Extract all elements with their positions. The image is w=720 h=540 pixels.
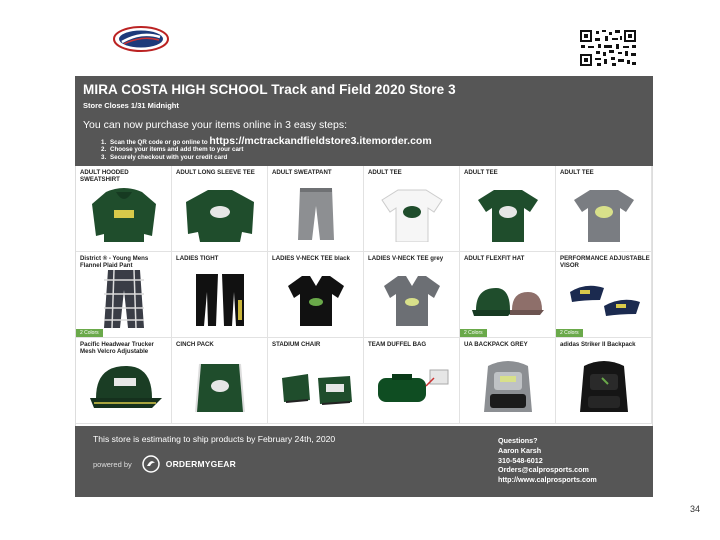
contact-name: Aaron Karsh xyxy=(498,445,542,455)
calpro-logo xyxy=(112,25,170,53)
product-cell[interactable] xyxy=(556,166,652,252)
product-cell[interactable] xyxy=(364,338,460,424)
stadium-chair-icon xyxy=(278,356,354,414)
duffel-bag-icon xyxy=(374,356,450,414)
product-label: ADULT LONG SLEEVE TEE xyxy=(176,169,255,176)
instructions-intro-text: You can now purchase your items online in 3 easy steps: xyxy=(83,119,348,131)
product-label: UA BACKPACK GREY xyxy=(464,341,528,348)
product-label: District ® - Young Mens Flannel Plaid Pant xyxy=(80,255,149,269)
step-1 xyxy=(101,135,432,147)
product-cell[interactable] xyxy=(556,338,652,424)
contact-phone[interactable]: 310-548-6012 xyxy=(498,455,543,465)
store-header xyxy=(75,76,653,166)
product-cell[interactable] xyxy=(364,252,460,338)
step-2 xyxy=(101,146,432,153)
grey-tee-icon xyxy=(566,184,642,242)
product-label: LADIES V-NECK TEE grey xyxy=(368,255,444,262)
store-footer xyxy=(75,426,653,497)
contact-info xyxy=(498,436,597,485)
step-number: 3. xyxy=(101,153,107,161)
product-label: adidas Striker II Backpack xyxy=(560,341,636,348)
product-cell[interactable] xyxy=(172,338,268,424)
product-label: ADULT TEE xyxy=(368,169,402,176)
product-label: ADULT TEE xyxy=(560,169,594,176)
product-cell[interactable] xyxy=(172,166,268,252)
plaid-pant-icon xyxy=(86,270,162,328)
green-tee-icon xyxy=(470,184,546,242)
instructions-intro xyxy=(83,119,347,131)
product-label: Pacific Headwear Trucker Mesh Velcro Adjustable xyxy=(80,341,154,355)
product-label: ADULT TEE xyxy=(464,169,498,176)
color-count-badge: 2 Colors xyxy=(460,329,487,337)
steps-list xyxy=(101,135,432,161)
ordermygear-brand: ORDERMYGEAR xyxy=(165,459,236,469)
product-label: ADULT HOODED SWEATSHIRT xyxy=(80,169,129,183)
product-label: LADIES TIGHT xyxy=(176,255,219,262)
ordermygear-logo-icon xyxy=(142,455,160,473)
product-cell[interactable] xyxy=(268,252,364,338)
powered-by xyxy=(93,455,236,473)
hat-icon xyxy=(470,270,546,328)
product-cell[interactable] xyxy=(460,252,556,338)
product-grid xyxy=(75,166,653,426)
step-text: Securely checkout with your credit card xyxy=(110,153,228,161)
step-text: Scan the QR code or go online to xyxy=(110,139,208,146)
product-label: ADULT FLEXFIT HAT xyxy=(464,255,525,262)
product-cell[interactable] xyxy=(268,166,364,252)
product-label: PERFORMANCE ADJUSTABLE VISOR xyxy=(560,255,650,269)
product-cell[interactable] xyxy=(364,166,460,252)
grey-vneck-icon xyxy=(374,270,450,328)
step-3 xyxy=(101,154,432,161)
cinch-pack-icon xyxy=(182,356,258,414)
product-cell[interactable] xyxy=(76,252,172,338)
white-tee-icon xyxy=(374,184,450,242)
powered-by-label: powered by xyxy=(93,459,132,469)
sweatpant-icon xyxy=(278,184,354,242)
tights-icon xyxy=(182,270,258,328)
step-number: 2. xyxy=(101,146,107,154)
grey-backpack-icon xyxy=(470,356,546,414)
product-label: ADULT SWEATPANT xyxy=(272,169,332,176)
product-cell[interactable] xyxy=(76,166,172,252)
visor-icon xyxy=(566,270,642,328)
color-count-badge: 2 Colors xyxy=(76,329,103,337)
store-closing-date: Store Closes 1/31 Midnight xyxy=(83,101,179,110)
product-cell[interactable] xyxy=(76,338,172,424)
contact-email[interactable]: Orders@calprosports.com xyxy=(498,465,589,475)
black-backpack-icon xyxy=(566,356,642,414)
product-label: CINCH PACK xyxy=(176,341,214,348)
product-cell[interactable] xyxy=(556,252,652,338)
product-cell[interactable] xyxy=(460,338,556,424)
questions-heading: Questions? xyxy=(498,436,538,445)
ship-date-notice: This store is estimating to ship products by February 24th, 2020 xyxy=(93,434,336,444)
hoodie-icon xyxy=(86,184,162,242)
product-cell[interactable] xyxy=(268,338,364,424)
product-cell[interactable] xyxy=(172,252,268,338)
store-url-link[interactable]: https://mctrackandfieldstore3.itemorder.com xyxy=(209,135,432,147)
step-number: 1. xyxy=(101,139,107,146)
product-label: TEAM DUFFEL BAG xyxy=(368,341,427,348)
qr-code-icon[interactable] xyxy=(578,28,638,68)
color-count-badge: 2 Colors xyxy=(556,329,583,337)
contact-website[interactable]: http://www.calprosports.com xyxy=(498,475,597,485)
store-title: MIRA COSTA HIGH SCHOOL Track and Field 2020 Store 3 xyxy=(83,82,456,97)
product-label: LADIES V-NECK TEE black xyxy=(272,255,350,262)
product-cell[interactable] xyxy=(460,166,556,252)
trucker-hat-icon xyxy=(86,356,162,414)
black-vneck-icon xyxy=(278,270,354,328)
page-number: 34 xyxy=(690,504,701,514)
product-label: STADIUM CHAIR xyxy=(272,341,321,348)
long-sleeve-tee-icon xyxy=(182,184,258,242)
step-text: Choose your items and add them to your cart xyxy=(110,146,244,154)
